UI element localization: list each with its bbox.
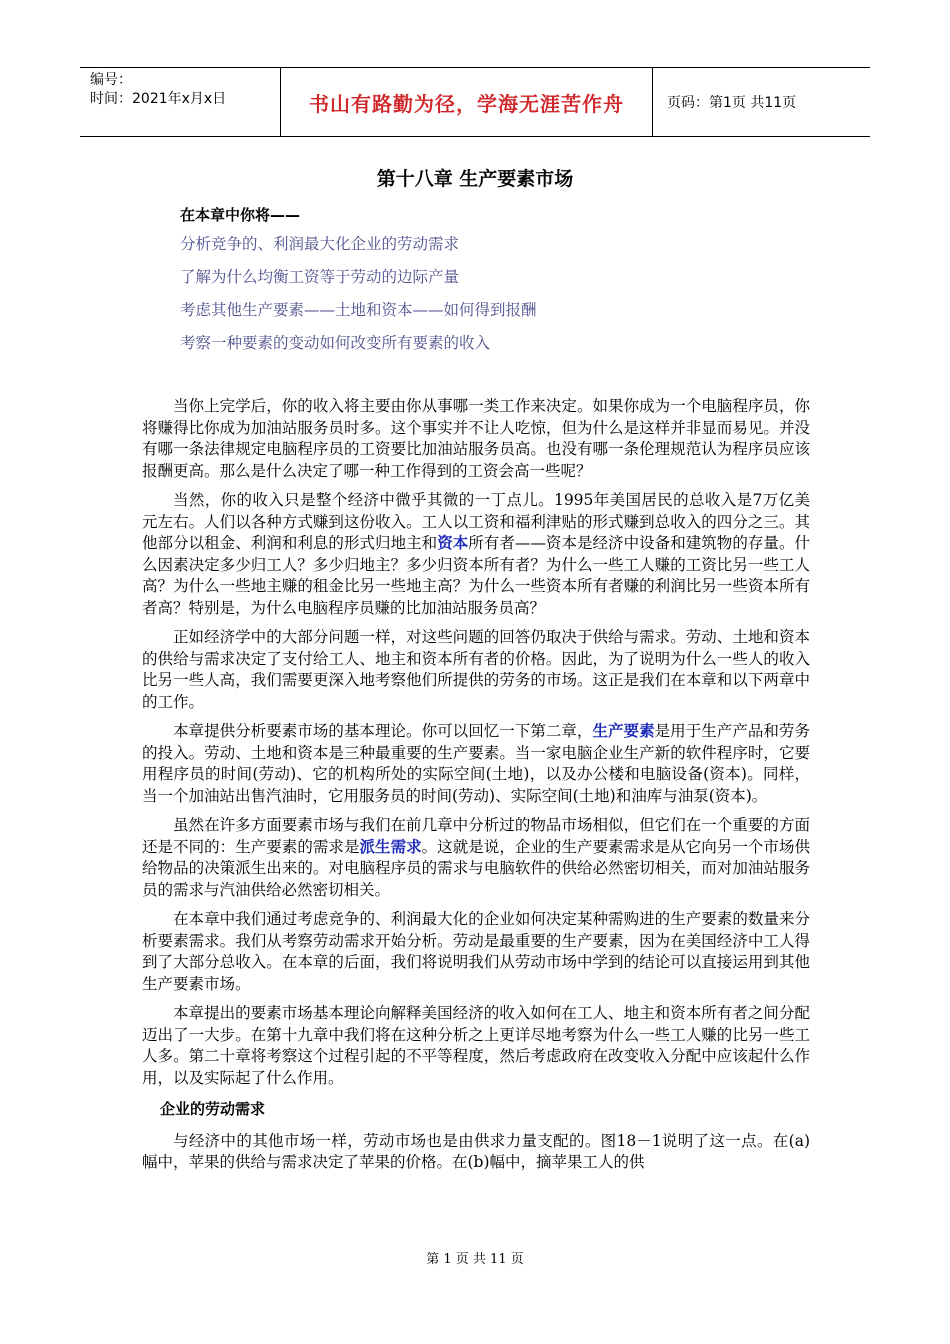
- goal-item: 了解为什么均衡工资等于劳动的边际产量: [180, 268, 460, 286]
- goal-item: 考察一种要素的变动如何改变所有要素的收入: [180, 334, 491, 352]
- page-footer: 第 1 页 共 11 页: [426, 1252, 524, 1267]
- text-run: 虽然在许多方面要素市场与我们在前几章中分析过的物品市场相似，但它们在一个重要的方面还是不同的：生产要素的需求是: [142, 816, 810, 856]
- chapter-title: 第十八章 生产要素市场: [376, 168, 574, 190]
- chapter-goals-list: [180, 233, 537, 365]
- text-run: 。这就是说，企业的生产要素需求是从它向另一个市场供给物品的决策派生出来的。对电脑程序员的需求与电脑软件的供给必然密切相关，而对加油站服务员的需求与汽油供给必然密切相关。: [142, 837, 810, 899]
- text-run: 所有者——资本是经济中设备和建筑物的存量。什么因素决定多少归工人？多少归地主？多少归资本所有者？为什么一些工人赚的工资比另一些工人高？为什么一些地主赚的租金比另一些地主高？为什么一些资本所有者赚的利润比另一些资本所有者高？特别是，为什么电脑程序员赚的比加油站服务员高？: [142, 534, 810, 617]
- paragraph: [142, 490, 810, 619]
- paragraph: 当你上完学后，你的收入将主要由你从事哪一类工作来决定。如果你成为一个电脑程序员，你将赚得比你成为加油站服务员时多。这个事实并不让人吃惊，但为什么是这样并非显而易见。并没有哪一条法律规定电脑程序员的工资要比加油站服务员高。也没有哪一条伦理规范认为程序员应该报酬更高。那么是什么决定了哪一种工作得到的工资会高一些呢？: [142, 397, 810, 480]
- chapter-body: [142, 396, 810, 1182]
- intro-heading: 在本章中你将——: [180, 206, 301, 224]
- text-run: 本章提供分析要素市场的基本理论。你可以回忆一下第二章，: [173, 722, 593, 740]
- paragraph: 本章提出的要素市场基本理论向解释美国经济的收入如何在工人、地主和资本所有者之间分配迈出了一大步。在第十九章中我们将在这种分析之上更详尽地考察为什么一些工人赚的比另一些工人多。第二十章将考察这个过程引起的不平等程度，然后考虑政府在改变收入分配中应该起什么作用，以及实际起了什么作用。: [142, 1004, 810, 1087]
- header-motto: 书山有路勤为径，学海无涯苦作舟: [280, 68, 653, 136]
- goal-item: 分析竞争的、利润最大化企业的劳动需求: [180, 235, 460, 253]
- paragraph: [142, 721, 810, 807]
- header-page-number: 页码：第1页 共11页: [667, 95, 797, 111]
- keyword-factors-of-production: 生产要素: [592, 722, 655, 740]
- section-heading: 企业的劳动需求: [160, 1100, 266, 1118]
- keyword-derived-demand: 派生需求: [359, 837, 422, 856]
- document-number-label: 编号：: [90, 72, 132, 88]
- document-date: 时间：2021年x月x日: [90, 91, 227, 107]
- page-header: [80, 67, 870, 137]
- paragraph: [142, 815, 810, 901]
- text-run: 当然，你的收入只是整个经济中微乎其微的一丁点儿。1995年美国居民的总收入是7万亿美元左右。人们以各种方式赚到这份收入。工人以工资和福利津贴的形式赚到总收入的四分之三。其他部分以租金、利润和利息的形式归地主和: [142, 491, 810, 552]
- text-run: 是用于生产产品和劳务的投入。劳动、土地和资本是三种最重要的生产要素。当一家电脑企业生产新的软件程序时，它要用程序员的时间(劳动)、它的机构所处的实际空间(土地)，以及办公楼和电脑设备(资本)。同样，当一个加油站出售汽油时，它用服务员的时间(劳动)、实际空间(土地)和油库与油泵(资本)。: [142, 722, 810, 805]
- keyword-capital: 资本: [437, 534, 469, 552]
- header-meta: [80, 68, 280, 136]
- paragraph: 在本章中我们通过考虑竞争的、利润最大化的企业如何决定某种需购进的生产要素的数量来分析要素需求。我们从考察劳动需求开始分析。劳动是最重要的生产要素，因为在美国经济中工人得到了大部分总收入。在本章的后面，我们将说明我们从劳动市场中学到的结论可以直接运用到其他生产要素市场。: [142, 910, 810, 993]
- goal-item: 考虑其他生产要素——土地和资本——如何得到报酬: [180, 301, 537, 319]
- paragraph: 正如经济学中的大部分问题一样，对这些问题的回答仍取决于供给与需求。劳动、土地和资本的供给与需求决定了支付给工人、地主和资本所有者的价格。因此，为了说明为什么一些人的收入比另一些人高，我们需要更深入地考察他们所提供的劳务的市场。这正是我们在本章和以下两章中的工作。: [142, 628, 810, 711]
- paragraph: 与经济中的其他市场一样，劳动市场也是由供求力量支配的。图18－1说明了这一点。在(a)幅中，苹果的供给与需求决定了苹果的价格。在(b)幅中，摘苹果工人的供: [142, 1131, 810, 1171]
